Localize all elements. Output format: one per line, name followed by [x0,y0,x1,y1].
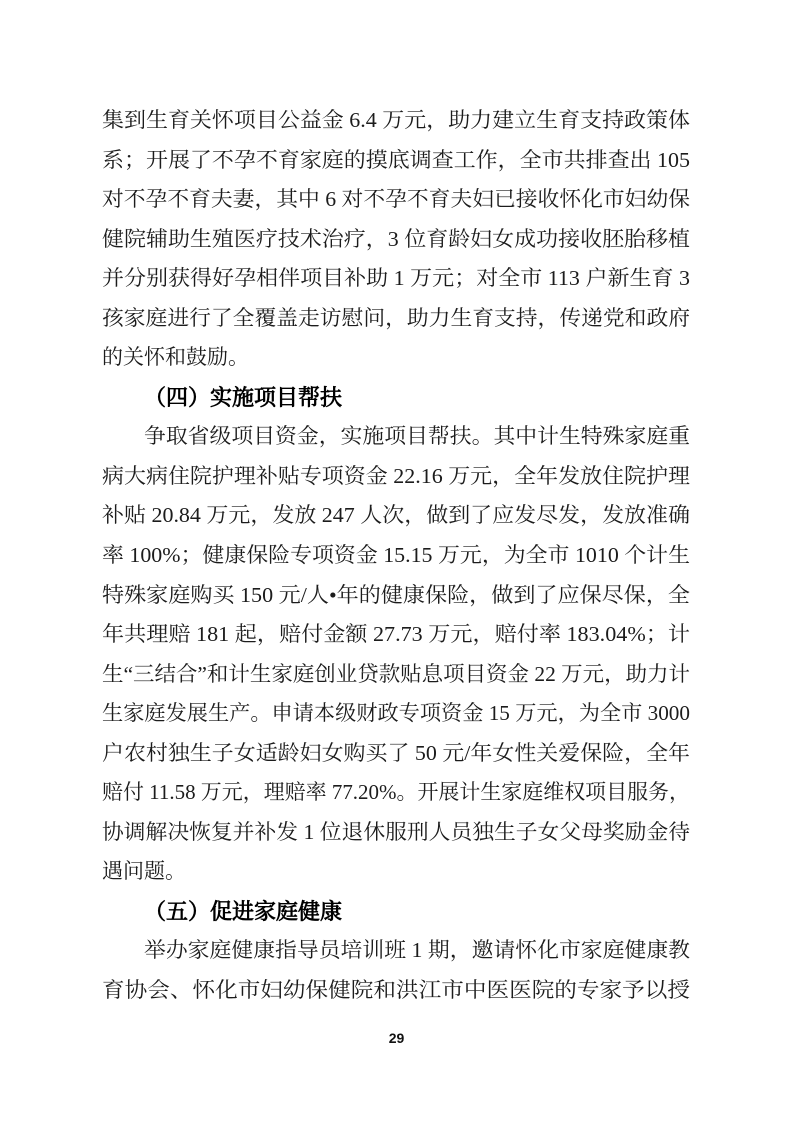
text-line-content: 特殊家庭购买 150 元/人•年的健康保险，做到了应保尽保，全 [102,582,690,607]
text-line [102,852,690,892]
text-line [102,417,690,457]
text-line [102,655,690,695]
text-line [102,971,690,1011]
text-line [102,141,690,181]
text-line-content: 率 100%；健康保险专项资金 15.15 万元，为全市 1010 个计生 [102,543,690,568]
text-line [102,576,690,616]
text-line [102,338,690,378]
text-line-content: 争取省级项目资金，实施项目帮扶。其中计生特殊家庭重 [144,424,690,449]
page-number: 29 [388,1030,405,1046]
text-line [102,299,690,339]
text-line [102,734,690,774]
text-line [102,536,690,576]
document-body [102,101,690,1011]
text-line-content: （五）促进家庭健康 [144,898,343,924]
text-line-content: 育协会、怀化市妇幼保健院和洪江市中医医院的专家予以授 [102,978,690,1003]
text-line-content: 系；开展了不孕不育家庭的摸底调查工作，全市共排查出 105 [102,147,690,172]
text-line-content: 生“三结合”和计生家庭创业贷款贴息项目资金 22 万元，助力计 [102,661,690,686]
text-line-content: 生家庭发展生产。申请本级财政专项资金 15 万元，为全市 3000 [102,701,690,726]
text-line-content: 孩家庭进行了全覆盖走访慰问，助力生育支持，传递党和政府 [102,305,690,330]
text-line [102,496,690,536]
text-line [102,813,690,853]
text-line-content: 健院辅助生殖医疗技术治疗，3 位育龄妇女成功接收胚胎移植 [102,226,690,251]
text-line-content: 户农村独生子女适龄妇女购买了 50 元/年女性关爱保险，全年 [102,740,690,765]
text-line-content: 年共理赔 181 起，赔付金额 27.73 万元，赔付率 183.04%；计 [102,622,690,647]
text-line-content: 并分别获得好孕相伴项目补助 1 万元；对全市 113 户新生育 3 [102,266,690,291]
section-heading [102,378,690,418]
text-line-content: 举办家庭健康指导员培训班 1 期，邀请怀化市家庭健康教 [144,938,690,963]
text-line-content: 补贴 20.84 万元，发放 247 人次，做到了应发尽发，发放准确 [102,503,690,528]
text-line [102,101,690,141]
section-heading [102,892,690,932]
text-line-content: 病大病住院护理补贴专项资金 22.16 万元，全年发放住院护理 [102,463,690,488]
text-line-content: 对不孕不育夫妻，其中 6 对不孕不育夫妇已接收怀化市妇幼保 [102,187,690,212]
text-line-content: 协调解决恢复并补发 1 位退休服刑人员独生子女父母奖励金待 [102,819,690,844]
text-line-content: 遇问题。 [102,859,186,884]
text-line [102,615,690,655]
text-line [102,220,690,260]
text-line [102,773,690,813]
text-line [102,259,690,299]
text-line [102,694,690,734]
text-line-content: 集到生育关怀项目公益金 6.4 万元，助力建立生育支持政策体 [102,108,690,132]
text-line-content: 的关怀和鼓励。 [102,345,249,370]
text-line [102,457,690,497]
text-line [102,931,690,971]
text-line-content: （四）实施项目帮扶 [144,384,343,410]
text-line [102,180,690,220]
text-line-content: 赔付 11.58 万元，理赔率 77.20%。开展计生家庭维权项目服务， [102,780,690,805]
